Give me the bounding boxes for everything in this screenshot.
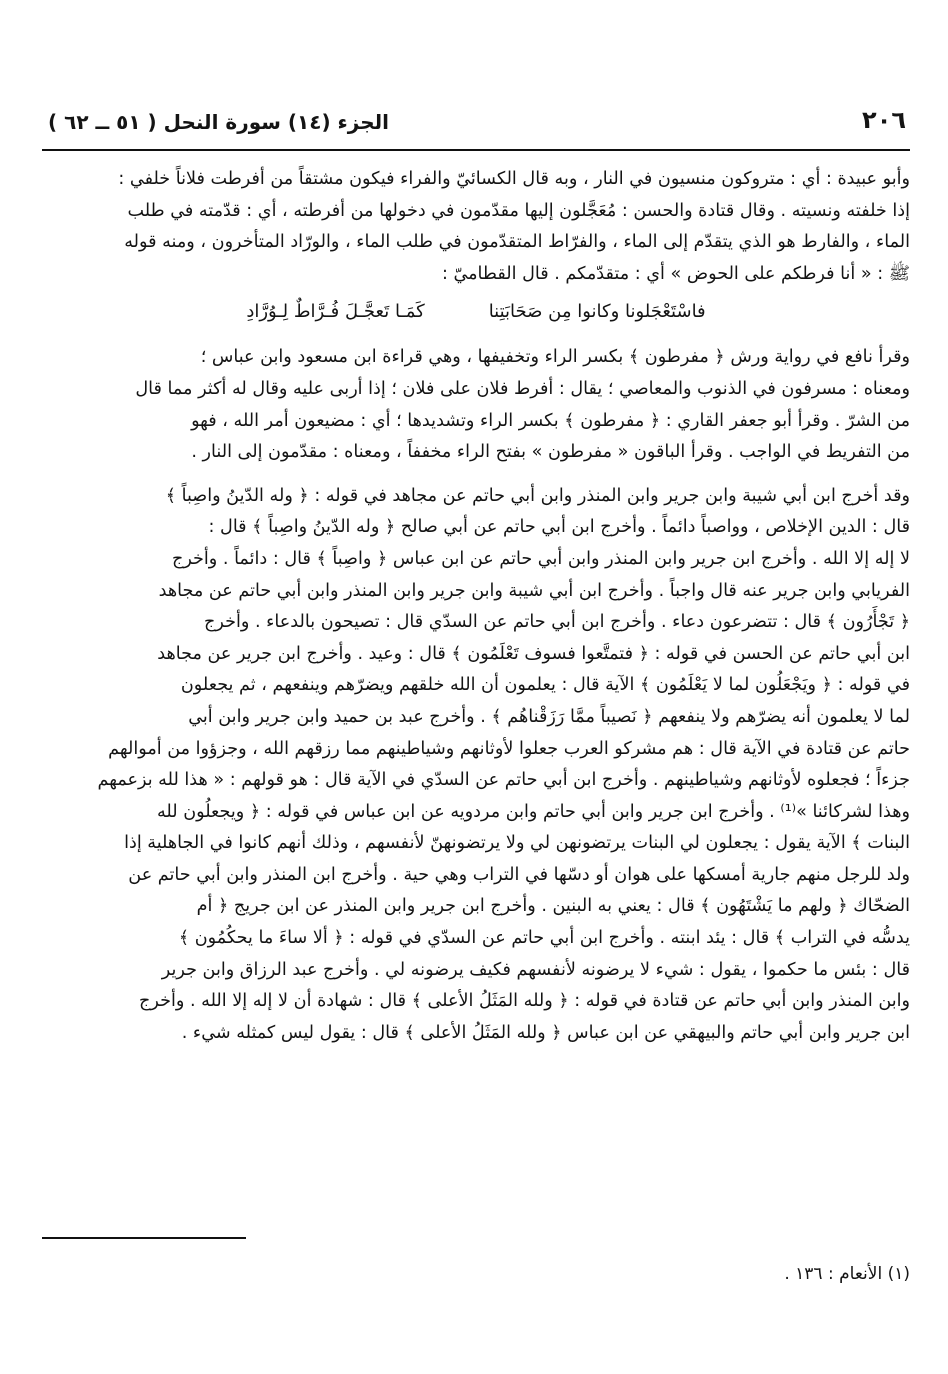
text-line: يدسُّه في التراب ﴾ قال : يئد ابنته . وأخرج ابن أبي حاتم عن السدّي في قوله : ﴿ ألا ساءَ ما يحكُمُون ﴾ bbox=[178, 928, 910, 949]
text-line: ﴿ تَجْأَرُون ﴾ قال : تتضرعون دعاء . وأخرج ابن أبي حاتم عن السدّي قال : تصيحون بالدعاء . وأخرج bbox=[204, 612, 910, 633]
text-line: وقد أخرج ابن أبي شيبة وابن جرير وابن المنذر وابن أبي حاتم عن مجاهد في قوله : ﴿ وله الدّينُ واصِباً ﴾ bbox=[165, 485, 910, 506]
paragraph-1 bbox=[42, 164, 910, 290]
text-line: في قوله : ﴿ ويَجْعَلُون لما لا يَعْلَمُون ﴾ الآية قال : يعلمون أن الله خلقهم ويضرّهم وينفعهم ، ثم يجعلون bbox=[180, 675, 910, 696]
footnote-rule bbox=[42, 1237, 246, 1239]
text-line: من التفريط في الواجب . وقرأ الباقون « مفرطون » بفتح الراء مخففاً ، ومعناه : مقدّمون إلى النار . bbox=[191, 442, 910, 463]
page-header bbox=[42, 92, 910, 132]
text-line: لما لا يعلمون أنه يضرّهم ولا ينفعهم ﴿ نَصيباً ممَّا رَزَقْناهُم ﴾ . وأخرج عبد بن حميد وابن جرير وابن أبي bbox=[188, 706, 910, 727]
text-line: قال : الدين الإخلاص ، وواصباً دائماً . وأخرج ابن أبي حاتم عن أبي صالح ﴿ وله الدّينُ واصِباً ﴾ قال : bbox=[208, 517, 910, 538]
text-line: وهذا لشركائنا »⁽¹⁾ . وأخرج ابن جرير وابن أبي حاتم وابن مردويه عن ابن عباس في قوله : ﴿ ويجعلُون لله bbox=[156, 801, 910, 822]
verse-first-hemistich: فاسْتَعْجَلونا وكانوا مِن صَحَابَتِنا bbox=[488, 301, 706, 323]
book-page bbox=[42, 92, 910, 1049]
text-line: ولد للرجل منهم جارية أمسكها على هوان أو دسّها في التراب وهي حية . وأخرج ابن المنذر وابن أبي حاتم عن bbox=[128, 864, 910, 885]
paragraph-2 bbox=[42, 342, 910, 468]
text-line: وقرأ نافع في رواية ورش ﴿ مفرطون ﴾ بكسر الراء وتخفيفها ، وهي قراءة ابن مسعود وابن عباس ؛ bbox=[200, 347, 910, 368]
text-line: ابن أبي حاتم عن الحسن في قوله : ﴿ فتمتَّعوا فسوف تَعْلَمُون ﴾ قال : وعيد . وأخرج ابن جرير عن مجاهد bbox=[157, 643, 910, 664]
header-rule bbox=[42, 149, 910, 151]
paragraph-3 bbox=[42, 481, 910, 1050]
text-line: قال : بئس ما حكموا ، يقول : شيء لا يرضونه لأنفسهم فكيف يرضونه لي . وأخرج عبد الرزاق وابن جرير bbox=[161, 959, 910, 980]
text-line: من الشرّ . وقرأ أبو جعفر القاري : ﴿ مفرطون ﴾ بكسر الراء وتشديدها ؛ أي : مضيعون أمر الله ، فهو bbox=[191, 410, 910, 431]
text-line: وأبو عبيدة : أي : متروكون منسيون في النار ، وبه قال الكسائيّ والفراء فيكون مشتقاً من أفرطت فلاناً خلفي : bbox=[118, 169, 910, 189]
text-line: ﷺ : « أنا فرطكم على الحوض » أي : متقدّمكم . قال القطاميّ : bbox=[441, 263, 910, 284]
text-line: الماء ، والفارط هو الذي يتقدّم إلى الماء ، والفرّاط المتقدّمون في طلب الماء ، والورّاد المتأخرون ، ومنه قوله bbox=[124, 232, 910, 253]
page-number: ٢٠٦ bbox=[862, 106, 906, 134]
text-line: حاتم عن قتادة في الآية قال : هم مشركو العرب جعلوا لأوثانهم وشياطينهم مما رزقهم الله ، وجزؤوا من أموالهم bbox=[108, 738, 910, 759]
text-line: ومعناه : مسرفون في الذنوب والمعاصي ؛ يقال : أفرط فلان على فلان ؛ إذا أربى عليه وقال له أكثر مما قال bbox=[135, 378, 910, 399]
text-line: جزءاً ؛ فجعلوه لأوثانهم وشياطينهم . وأخرج ابن أبي حاتم عن السدّي في الآية قال : هو قولهم : « هذا لله بزعمهم bbox=[97, 770, 910, 791]
text-line: البنات ﴾ الآية يقول : يجعلون لي البنات يرتضونهن لي ولا يرتضونهنّ لأنفسهم ، وذلك أنهم كانوا في الجاهلية إذا bbox=[124, 833, 910, 854]
text-line: الضحّاك ﴿ ولهم ما يَشْتَهُون ﴾ قال : يعني به البنين . وأخرج ابن جرير وابن المنذر عن ابن جريج ﴿ أم bbox=[196, 896, 910, 917]
verse-second-hemistich: كَمَـا تَعجَّـلَ فُـرَّاطٌ لِـوُرَّادِ bbox=[246, 301, 425, 323]
poetry-verse bbox=[42, 296, 910, 328]
text-line: ابن جرير وابن أبي حاتم والبيهقي عن ابن عباس ﴿ ولله المَثَلُ الأعلى ﴾ قال : يقول ليس كمثله شيء . bbox=[181, 1022, 910, 1043]
text-line: الفريابي وابن جرير عنه قال واجباً . وأخرج ابن أبي شيبة وابن جرير وابن المنذر وابن أبي حاتم عن مجاهد bbox=[158, 580, 910, 601]
text-line: وابن المنذر وابن أبي حاتم عن قتادة في قوله : ﴿ ولله المَثَلُ الأعلى ﴾ قال : شهادة أن لا إله إلا الله . وأخرج bbox=[139, 991, 910, 1012]
text-line: لا إله إلا الله . وأخرج ابن جرير وابن المنذر وابن أبي حاتم عن ابن عباس ﴿ واصِباً ﴾ قال : دائماً . وأخرج bbox=[171, 548, 910, 569]
running-title: الجزء (١٤) سورة النحل ( ٥١ ــ ٦٢ ) bbox=[48, 110, 390, 134]
text-line: إذا خلفته ونسيته . وقال قتادة والحسن : مُعَجَّلون إليها مقدّمون في دخولها من أفرطته ، أي : قدّمته في طلب bbox=[127, 200, 910, 221]
footnote: (١) الأنعام : ١٣٦ . bbox=[784, 1264, 910, 1284]
